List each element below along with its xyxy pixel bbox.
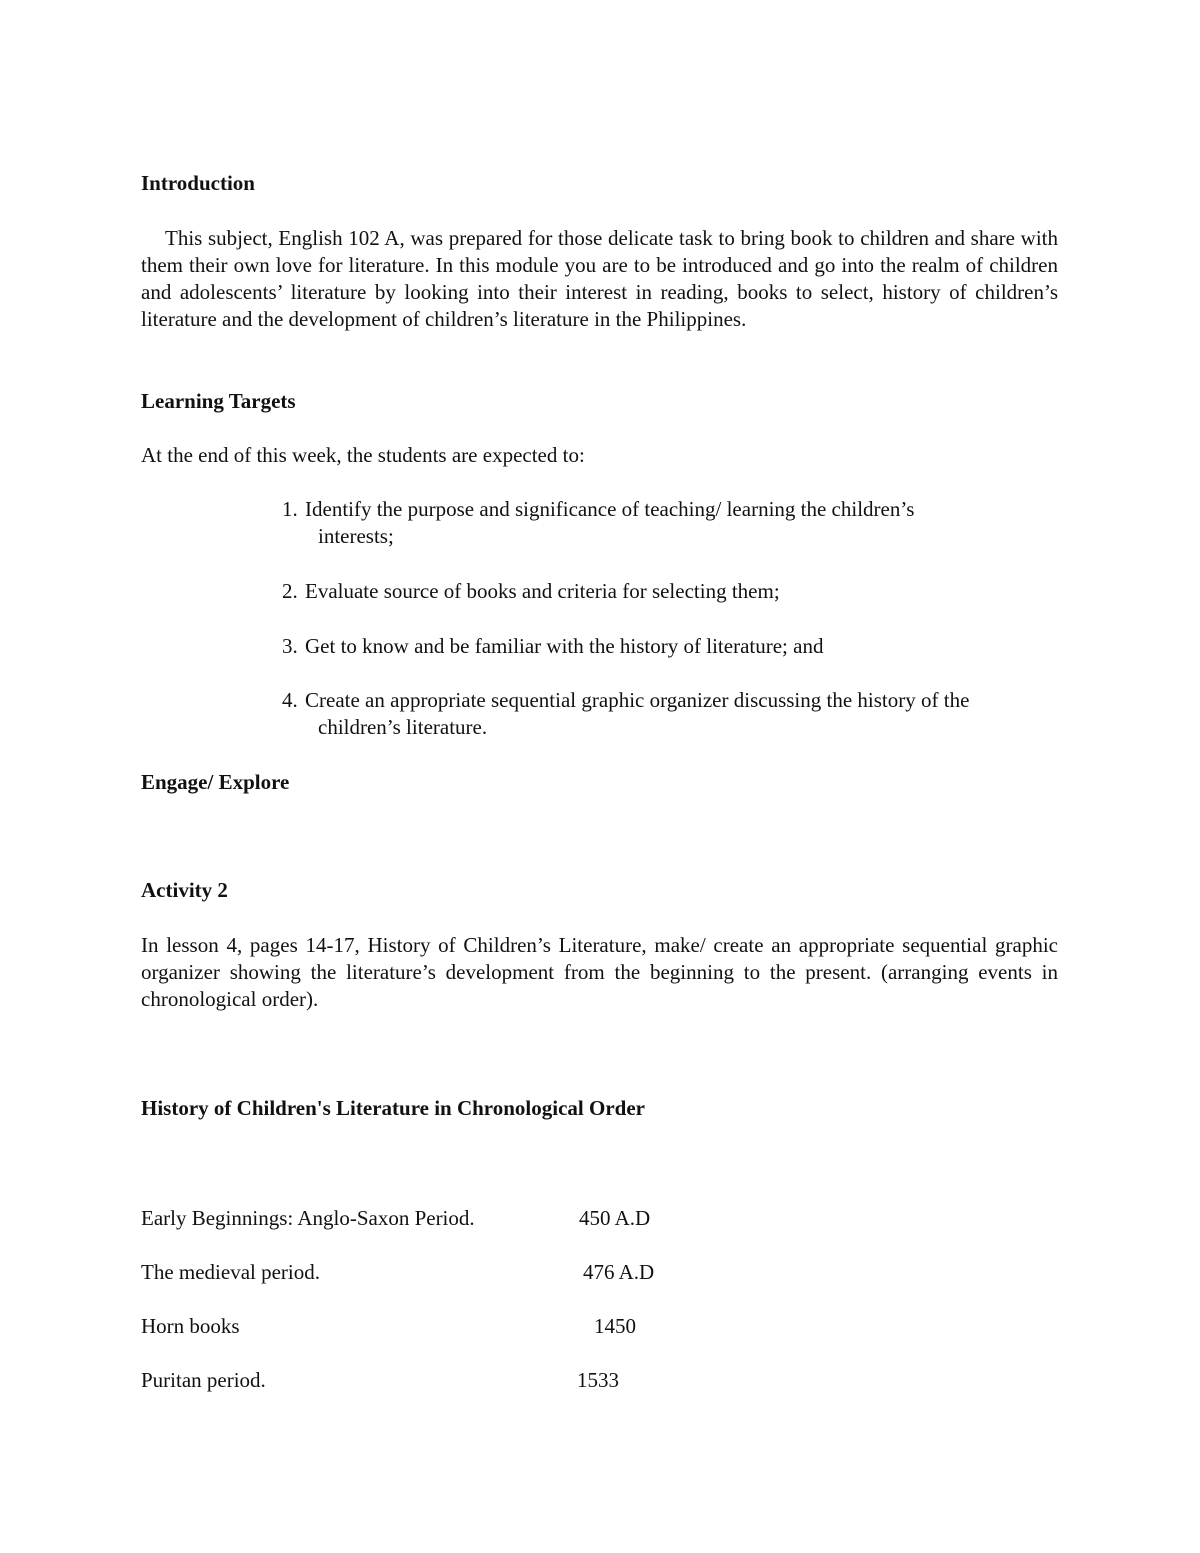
timeline-event: Early Beginnings: Anglo-Saxon Period. — [141, 1206, 475, 1230]
target-item-3 — [282, 633, 1062, 660]
target-item-continuation: children’s literature. — [318, 715, 488, 739]
activity-heading: Activity 2 — [141, 878, 228, 902]
learning-targets-heading: Learning Targets — [141, 389, 296, 413]
target-item-continuation: interests; — [318, 524, 394, 548]
history-heading: History of Children's Literature in Chronological Order — [141, 1096, 645, 1120]
target-item-text: Identify the purpose and significance of teaching/ learning the children’s — [305, 497, 915, 521]
timeline-year: 1450 — [594, 1314, 636, 1338]
timeline-row — [141, 1367, 841, 1394]
target-item-number: 4. — [282, 688, 298, 712]
target-item-number: 2. — [282, 579, 298, 603]
target-item-2 — [282, 578, 1062, 605]
timeline-event: Puritan period. — [141, 1368, 266, 1392]
introduction-paragraph: This subject, English 102 A, was prepared for those delicate task to bring book to children and share with them their own love for literature. In this module you are to be introduced and go into the realm of children and adolescents’ literature by looking into their interest in reading, books to select, history of children’s literature and the development of children’s literature in the Philippines. — [141, 226, 1058, 331]
timeline-row — [141, 1205, 841, 1232]
target-item-1 — [282, 496, 1062, 550]
timeline-year: 1533 — [577, 1368, 619, 1392]
timeline-event: The medieval period. — [141, 1260, 321, 1284]
timeline-event: Horn books — [141, 1314, 240, 1338]
timeline-year: 476 A.D — [583, 1260, 655, 1284]
timeline-row — [141, 1259, 841, 1286]
learning-targets-lead: At the end of this week, the students are expected to: — [141, 443, 585, 467]
timeline-row — [141, 1313, 841, 1340]
target-item-number: 1. — [282, 497, 298, 521]
engage-explore-heading: Engage/ Explore — [141, 770, 290, 794]
target-item-text: Evaluate source of books and criteria for selecting them; — [305, 579, 780, 603]
target-item-text: Create an appropriate sequential graphic organizer discussing the history of the — [305, 688, 970, 712]
introduction-heading: Introduction — [141, 171, 255, 195]
target-item-text: Get to know and be familiar with the history of literature; and — [305, 634, 824, 658]
target-item-number: 3. — [282, 634, 298, 658]
target-item-4 — [282, 687, 1062, 741]
activity-paragraph: In lesson 4, pages 14-17, History of Children’s Literature, make/ create an appropriate sequential graphic organizer showing the literature’s development from the beginning to the present. (arranging events in chronological order). — [141, 933, 1058, 1011]
timeline-year: 450 A.D — [579, 1206, 651, 1230]
